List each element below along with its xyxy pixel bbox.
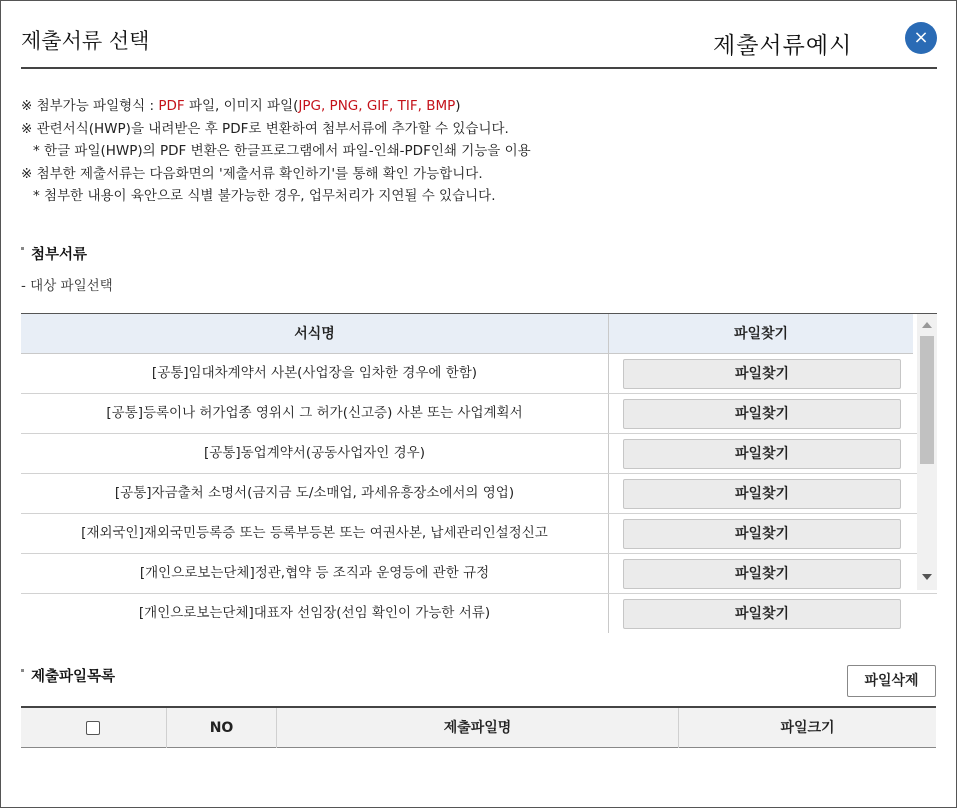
table-row: [21, 514, 937, 554]
table-row: [21, 554, 937, 594]
form-name: [공통]임대차계약서 사본(사업장을 임차한 경우에 한함): [21, 354, 609, 393]
find-file-button[interactable]: 파일찾기: [623, 439, 901, 469]
submitted-files-table: [21, 706, 936, 748]
form-name: [개인으로보는단체]정관,협약 등 조직과 운영등에 관한 규정: [21, 554, 609, 593]
notice-line-hwp-convert: * 한글 파일(HWP)의 PDF 변환은 한글프로그램에서 파일-인쇄-PDF인쇄 기능을 이용: [33, 143, 531, 159]
submit-section-title: 제출파일목록: [21, 665, 115, 686]
find-file-button[interactable]: 파일찾기: [623, 519, 901, 549]
col-filename: 제출파일명: [277, 708, 679, 748]
scrollbar-thumb[interactable]: [920, 336, 934, 464]
form-name: [재외국인]재외국민등록증 또는 등록부등본 또는 여권사본, 납세관리인설정신고: [21, 514, 609, 553]
image-formats: JPG, PNG, GIF, TIF, BMP: [298, 98, 456, 114]
notice-text: [21, 95, 531, 208]
attach-table-body: [21, 354, 937, 633]
col-file-find: 파일찾기: [733, 326, 789, 342]
form-name: [공통]등록이나 허가업종 영위시 그 허가(신고증) 사본 또는 사업계획서: [21, 394, 609, 433]
dialog-title: 제출서류 선택: [21, 29, 150, 53]
close-icon[interactable]: ×: [905, 22, 937, 54]
scroll-down-icon[interactable]: [922, 574, 932, 580]
attach-table-scrollbar[interactable]: [917, 314, 937, 590]
form-name: [공통]동업계약서(공동사업자인 경우): [21, 434, 609, 473]
pdf-format: PDF: [158, 98, 185, 114]
dialog-header: [21, 1, 937, 69]
example-documents-link[interactable]: 제출서류예시: [713, 33, 853, 59]
table-row: [21, 354, 937, 394]
attach-section-title: 첨부서류: [21, 243, 87, 264]
find-file-button[interactable]: 파일찾기: [623, 399, 901, 429]
find-file-button[interactable]: 파일찾기: [623, 599, 901, 629]
notice-line-formats: ※ 첨부가능 파일형식 : PDF 파일, 이미지 파일(JPG, PNG, GIF, TIF, BMP): [21, 98, 461, 114]
find-file-button[interactable]: 파일찾기: [623, 359, 901, 389]
col-select-all: [21, 708, 167, 748]
delete-file-button[interactable]: 파일삭제: [847, 665, 936, 697]
find-file-button[interactable]: 파일찾기: [623, 479, 901, 509]
notice-line-delay: * 첨부한 내용이 육안으로 식별 불가능한 경우, 업무처리가 지연될 수 있습니다.: [33, 188, 496, 204]
find-file-button[interactable]: 파일찾기: [623, 559, 901, 589]
select-all-checkbox[interactable]: [86, 721, 100, 735]
attach-subtitle: - 대상 파일선택: [21, 278, 113, 294]
table-row: [21, 434, 937, 474]
col-filesize: 파일크기: [780, 720, 835, 736]
attach-table: [21, 313, 937, 633]
attach-table-header: [21, 314, 913, 354]
notice-line-hwp: ※ 관련서식(HWP)을 내려받은 후 PDF로 변환하여 첨부서류에 추가할 수 있습니다.: [21, 120, 509, 137]
notice-line-confirm: ※ 첨부한 제출서류는 다음화면의 '제출서류 확인하기'를 통해 확인 가능합니다.: [21, 165, 483, 182]
col-no: NO: [167, 708, 277, 748]
col-form-name: 서식명: [21, 314, 609, 354]
form-name: [공통]자금출처 소명서(금지금 도/소매업, 과세유흥장소에서의 영업): [21, 474, 609, 513]
table-row: [21, 594, 937, 633]
table-row: [21, 394, 937, 434]
form-name: [개인으로보는단체]대표자 선임장(선임 확인이 가능한 서류): [21, 594, 609, 633]
table-row: [21, 474, 937, 514]
scroll-up-icon[interactable]: [922, 322, 932, 328]
